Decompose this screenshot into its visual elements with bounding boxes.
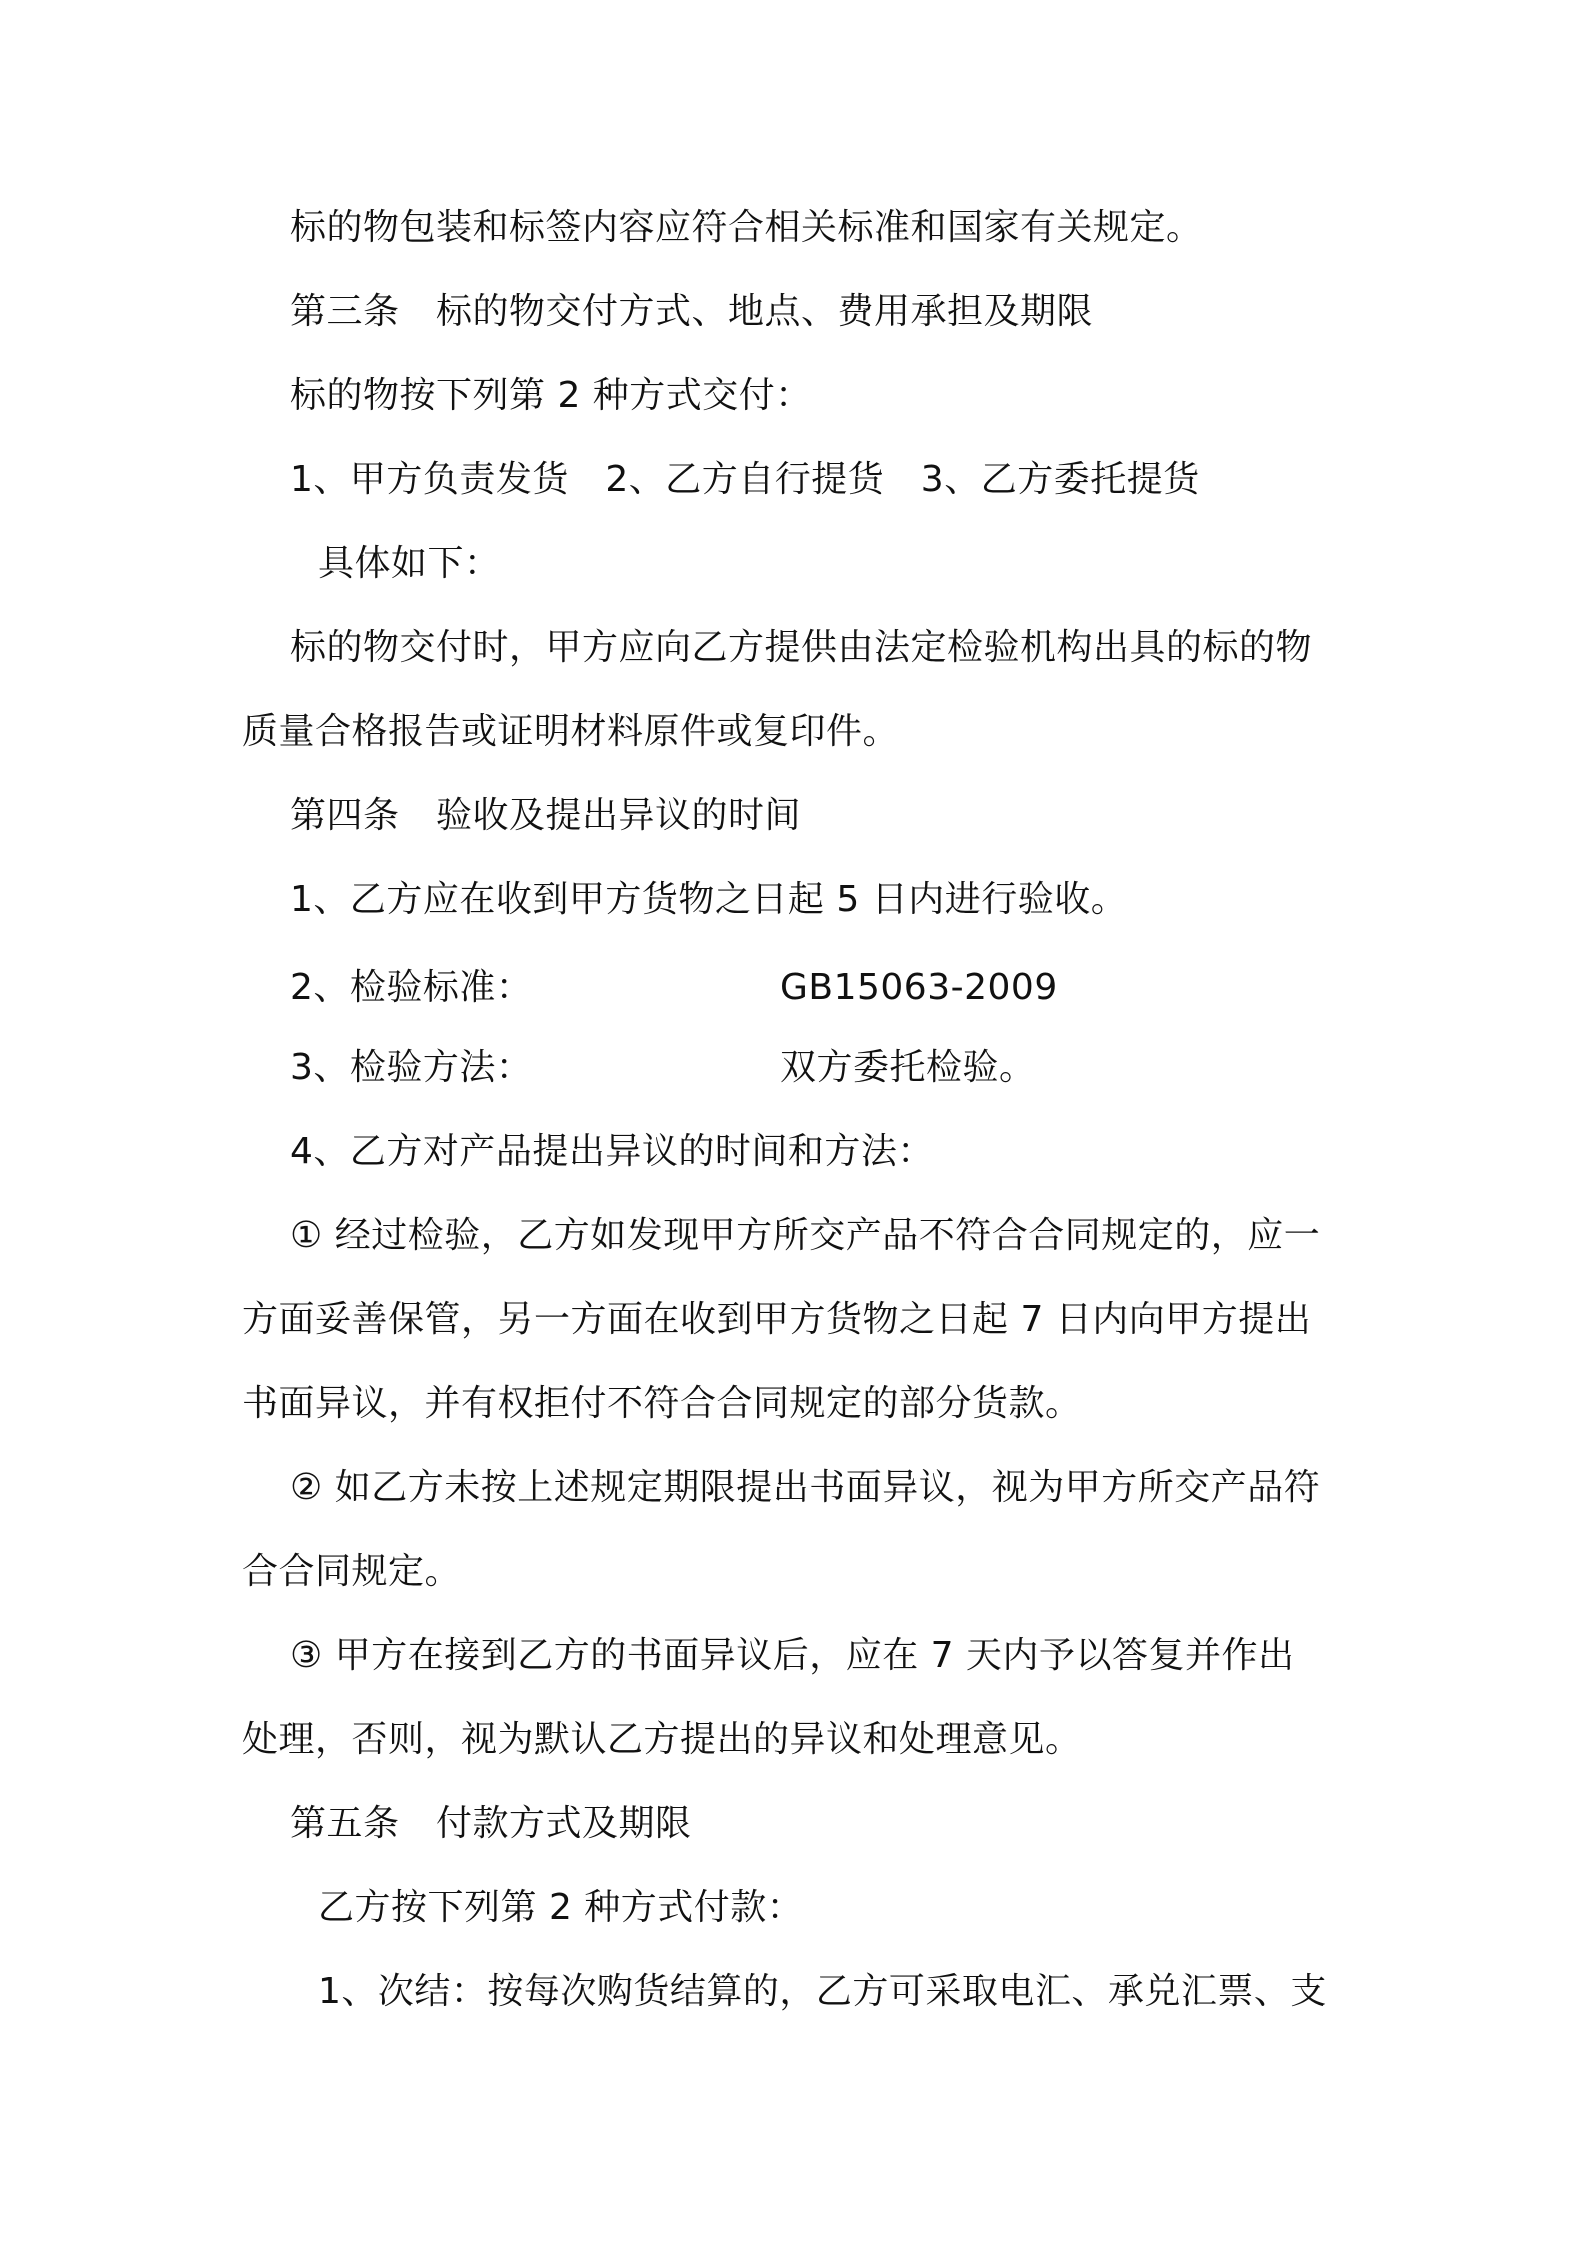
paragraph-payment-method: 乙方按下列第 2 种方式付款： [318, 1887, 804, 1928]
heading-article-3: 第三条 标的物交付方式、地点、费用承担及期限 [290, 291, 1094, 332]
item-inspection-period: 1、乙方应在收到甲方货物之日起 5 日内进行验收。 [290, 879, 1128, 920]
heading-article-5: 第五条 付款方式及期限 [290, 1803, 692, 1844]
paragraph-details: 具体如下： [318, 543, 501, 584]
item-inspection-method-value: 双方委托检验。 [780, 1047, 1036, 1088]
heading-article-4: 第四条 验收及提出异议的时间 [290, 795, 802, 836]
paragraph-quality-report-line2: 质量合格报告或证明材料原件或复印件。 [242, 711, 900, 752]
paragraph-objection-1-line1: ① 经过检验，乙方如发现甲方所交产品不符合合同规定的，应一 [290, 1215, 1321, 1256]
list-delivery-options: 1、甲方负责发货 2、乙方自行提货 3、乙方委托提货 [290, 459, 1200, 500]
item-inspection-method-label: 3、检验方法： [290, 1047, 533, 1088]
paragraph-objection-2-line2: 合合同规定。 [242, 1551, 462, 1592]
item-objection-rules: 4、乙方对产品提出异议的时间和方法： [290, 1131, 934, 1172]
paragraph-objection-2-line1: ② 如乙方未按上述规定期限提出书面异议，视为甲方所交产品符 [290, 1467, 1321, 1508]
paragraph-delivery-method: 标的物按下列第 2 种方式交付： [290, 375, 812, 416]
item-payment-per-order: 1、次结：按每次购货结算的，乙方可采取电汇、承兑汇票、支 [318, 1971, 1327, 2012]
item-inspection-standard-label: 2、检验标准： [290, 967, 533, 1008]
paragraph-packaging: 标的物包装和标签内容应符合相关标准和国家有关规定。 [290, 207, 1203, 248]
item-inspection-standard-value: GB15063-2009 [780, 967, 1058, 1008]
paragraph-objection-3-line2: 处理，否则，视为默认乙方提出的异议和处理意见。 [242, 1719, 1082, 1760]
paragraph-objection-1-line2: 方面妥善保管，另一方面在收到甲方货物之日起 7 日内向甲方提出 [242, 1299, 1312, 1340]
paragraph-objection-3-line1: ③ 甲方在接到乙方的书面异议后，应在 7 天内予以答复并作出 [290, 1635, 1295, 1676]
paragraph-objection-1-line3: 书面异议，并有权拒付不符合合同规定的部分货款。 [242, 1383, 1082, 1424]
paragraph-quality-report-line1: 标的物交付时，甲方应向乙方提供由法定检验机构出具的标的物 [290, 627, 1313, 668]
